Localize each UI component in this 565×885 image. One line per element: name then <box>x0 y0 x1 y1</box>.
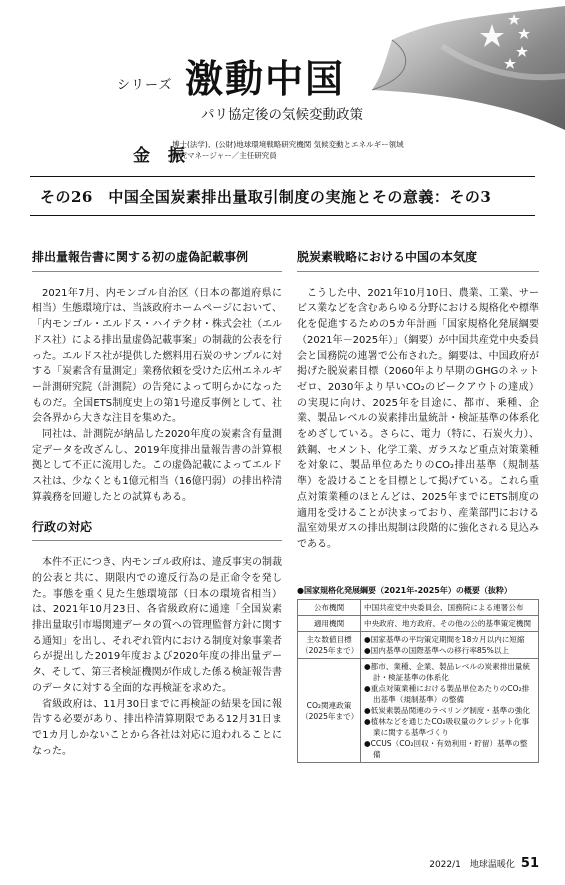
page-number: 51 <box>520 856 539 871</box>
page-footer <box>429 856 539 871</box>
author-affiliation-line-1: 博士(法学)、(公財)地球環境戦略研究機関 気候変動とエネルギー領域 <box>172 140 404 149</box>
summary-table <box>297 599 539 763</box>
bullet-item: ●重点対策業種における製品単位あたりのCO₂排出基準（規制基準）の整備 <box>364 684 530 704</box>
series-label: シリーズ <box>117 78 173 93</box>
table-row <box>298 659 539 763</box>
paragraph: 2021年7月、内モンゴル自治区（日本の都道府県に相当）生態環境庁は、当該政府ホームページにおいて、「内モンゴル・エルドス・ハイテク材・株式会社（エルドス社）による排出量虚偽記載事案」の制裁的公表を行った。エルドス社が提供した燃料用石炭のサンプルに対する「炭素含有量測定」業務依頼を受けた広州エネルギー計測研究院（計測院）の告発によって明らかになったものだ。全国ETS制度史上の第1号違反事例として、社会各界から大きな注目を集めた。 <box>32 287 282 425</box>
table-row <box>298 600 539 616</box>
table-row-label: CO₂関連政策（2025年まで） <box>298 659 361 763</box>
author-affiliation-line-2: 研究マネージャー／主任研究員 <box>172 151 277 160</box>
section-heading: 行政の対応 <box>32 520 282 542</box>
bullet-item: ●国家基準の平均策定期間を18カ月以内に短縮 <box>364 635 525 644</box>
table-cell: 中央政府、地方政府、その他の公的基準策定機関 <box>361 616 539 632</box>
issue-label: 2022/1 地球温暖化 <box>429 860 515 870</box>
section-heading: 脱炭素戦略における中国の本気度 <box>297 250 539 272</box>
article-title: その26 中国全国炭素排出量取引制度の実施とその意義：その3 <box>40 188 492 206</box>
table-row-label: 主な数値目標（2025年まで） <box>298 632 361 659</box>
paragraph: 省級政府は、11月30日までに再検証の結果を国に報告する必要があり、排出枠清算期限である12月31日まで1カ月しかないことから各社は対応に追われることになった。 <box>32 698 282 757</box>
page-title: 激動中国 <box>185 56 346 101</box>
bullet-item: ●国内基準の国際基準への移行率85%以上 <box>364 646 510 655</box>
paragraph: こうした中、2021年10月10日、農業、工業、サービス業などを含むあらゆる分野における規格化や標準化を促進するための5カ年計画「国家規格化発展綱要（2021年－2025年）」（綱要）が中国共産党中央委員会と国務院の連署で公布された。綱要は、中国政府が掲げた脱炭素目標（2060年より早期のGHGのネットゼロ、2030年より早いCO₂のピークアウトの達成）の実現に向け、2025年を目途に、都市、乗種、企業、製品レベルの炭素排出量統計・検証基準の体系化をめざしている。さらに、電力（特に、石炭火力）、鉄鋼、セメント、化学工業、ガラスなど重点対策業種を対象に、製品単位あたりのCO₂排出基準（規制基準）を設けることを目標として掲げている。これら重点対策業種のほとんどは、2025年までにETS制度の適用を受けることが決まっており、産業部門における温室効果ガスの排出規制は段階的に強化される見込みである。 <box>297 287 539 550</box>
bullet-item: ●低炭素製品関連のラベリング制度・基準の強化 <box>364 706 530 715</box>
author-affiliation <box>172 139 442 161</box>
china-flag-image <box>372 6 565 130</box>
bullet-item: ●都市、業種、企業、製品レベルの炭素排出量統計・検証基準の体系化 <box>364 662 531 682</box>
table-row-label: 適用機関 <box>298 616 361 632</box>
table-row <box>298 616 539 632</box>
table-cell <box>361 659 539 763</box>
table-title: ●国家規格化発展綱要（2021年-2025年）の概要（抜粋） <box>297 586 512 595</box>
left-column <box>32 250 282 759</box>
page-subtitle: パリ協定後の気候変動政策 <box>201 107 363 123</box>
table-row <box>298 632 539 659</box>
table-row-label: 公布機関 <box>298 600 361 616</box>
bullet-item: ●CCUS（CO₂回収・有効利用・貯留）基準の整備 <box>364 739 528 759</box>
table-cell <box>361 632 539 659</box>
section-heading: 排出量報告書に関する初の虚偽記載事例 <box>32 250 282 272</box>
table-cell: 中国共産党中央委員会、国務院による連署公布 <box>361 600 539 616</box>
paragraph: 同社は、計測院が納品した2020年度の炭素含有量測定データを改ざんし、2019年度排出量報告書の計算根拠として不正に流用した。この虚偽記載によってエルドス社は、少なくとも1億元相当（16億円弱）の排出枠清算義務を回避したとの試算もある。 <box>32 429 282 503</box>
paragraph: 本件不正につき、内モンゴル政府は、違反事実の制裁的公表と共に、期限内での違反行為の是正命令を発した。事態を重く見た生態環境部（日本の環境省相当）は、2021年10月23日、各省級政府に通達「全国炭素排出量取引市場関連データの質への管理監督方針に関する通知」を出し、それぞれ管内における制度対象事業者らが提出した2019年度および2020年度の排出量データ、そして、第三者検証機関が作成した係る検証報告書のデータに対する全面的な再検証を求めた。 <box>32 557 282 694</box>
article-banner <box>30 176 535 216</box>
author-name: 金 振 <box>133 146 191 166</box>
bullet-item: ●植林などを通じたCO₂吸収量のクレジット化事業に関する基準づくり <box>364 717 530 737</box>
right-column <box>297 250 539 553</box>
